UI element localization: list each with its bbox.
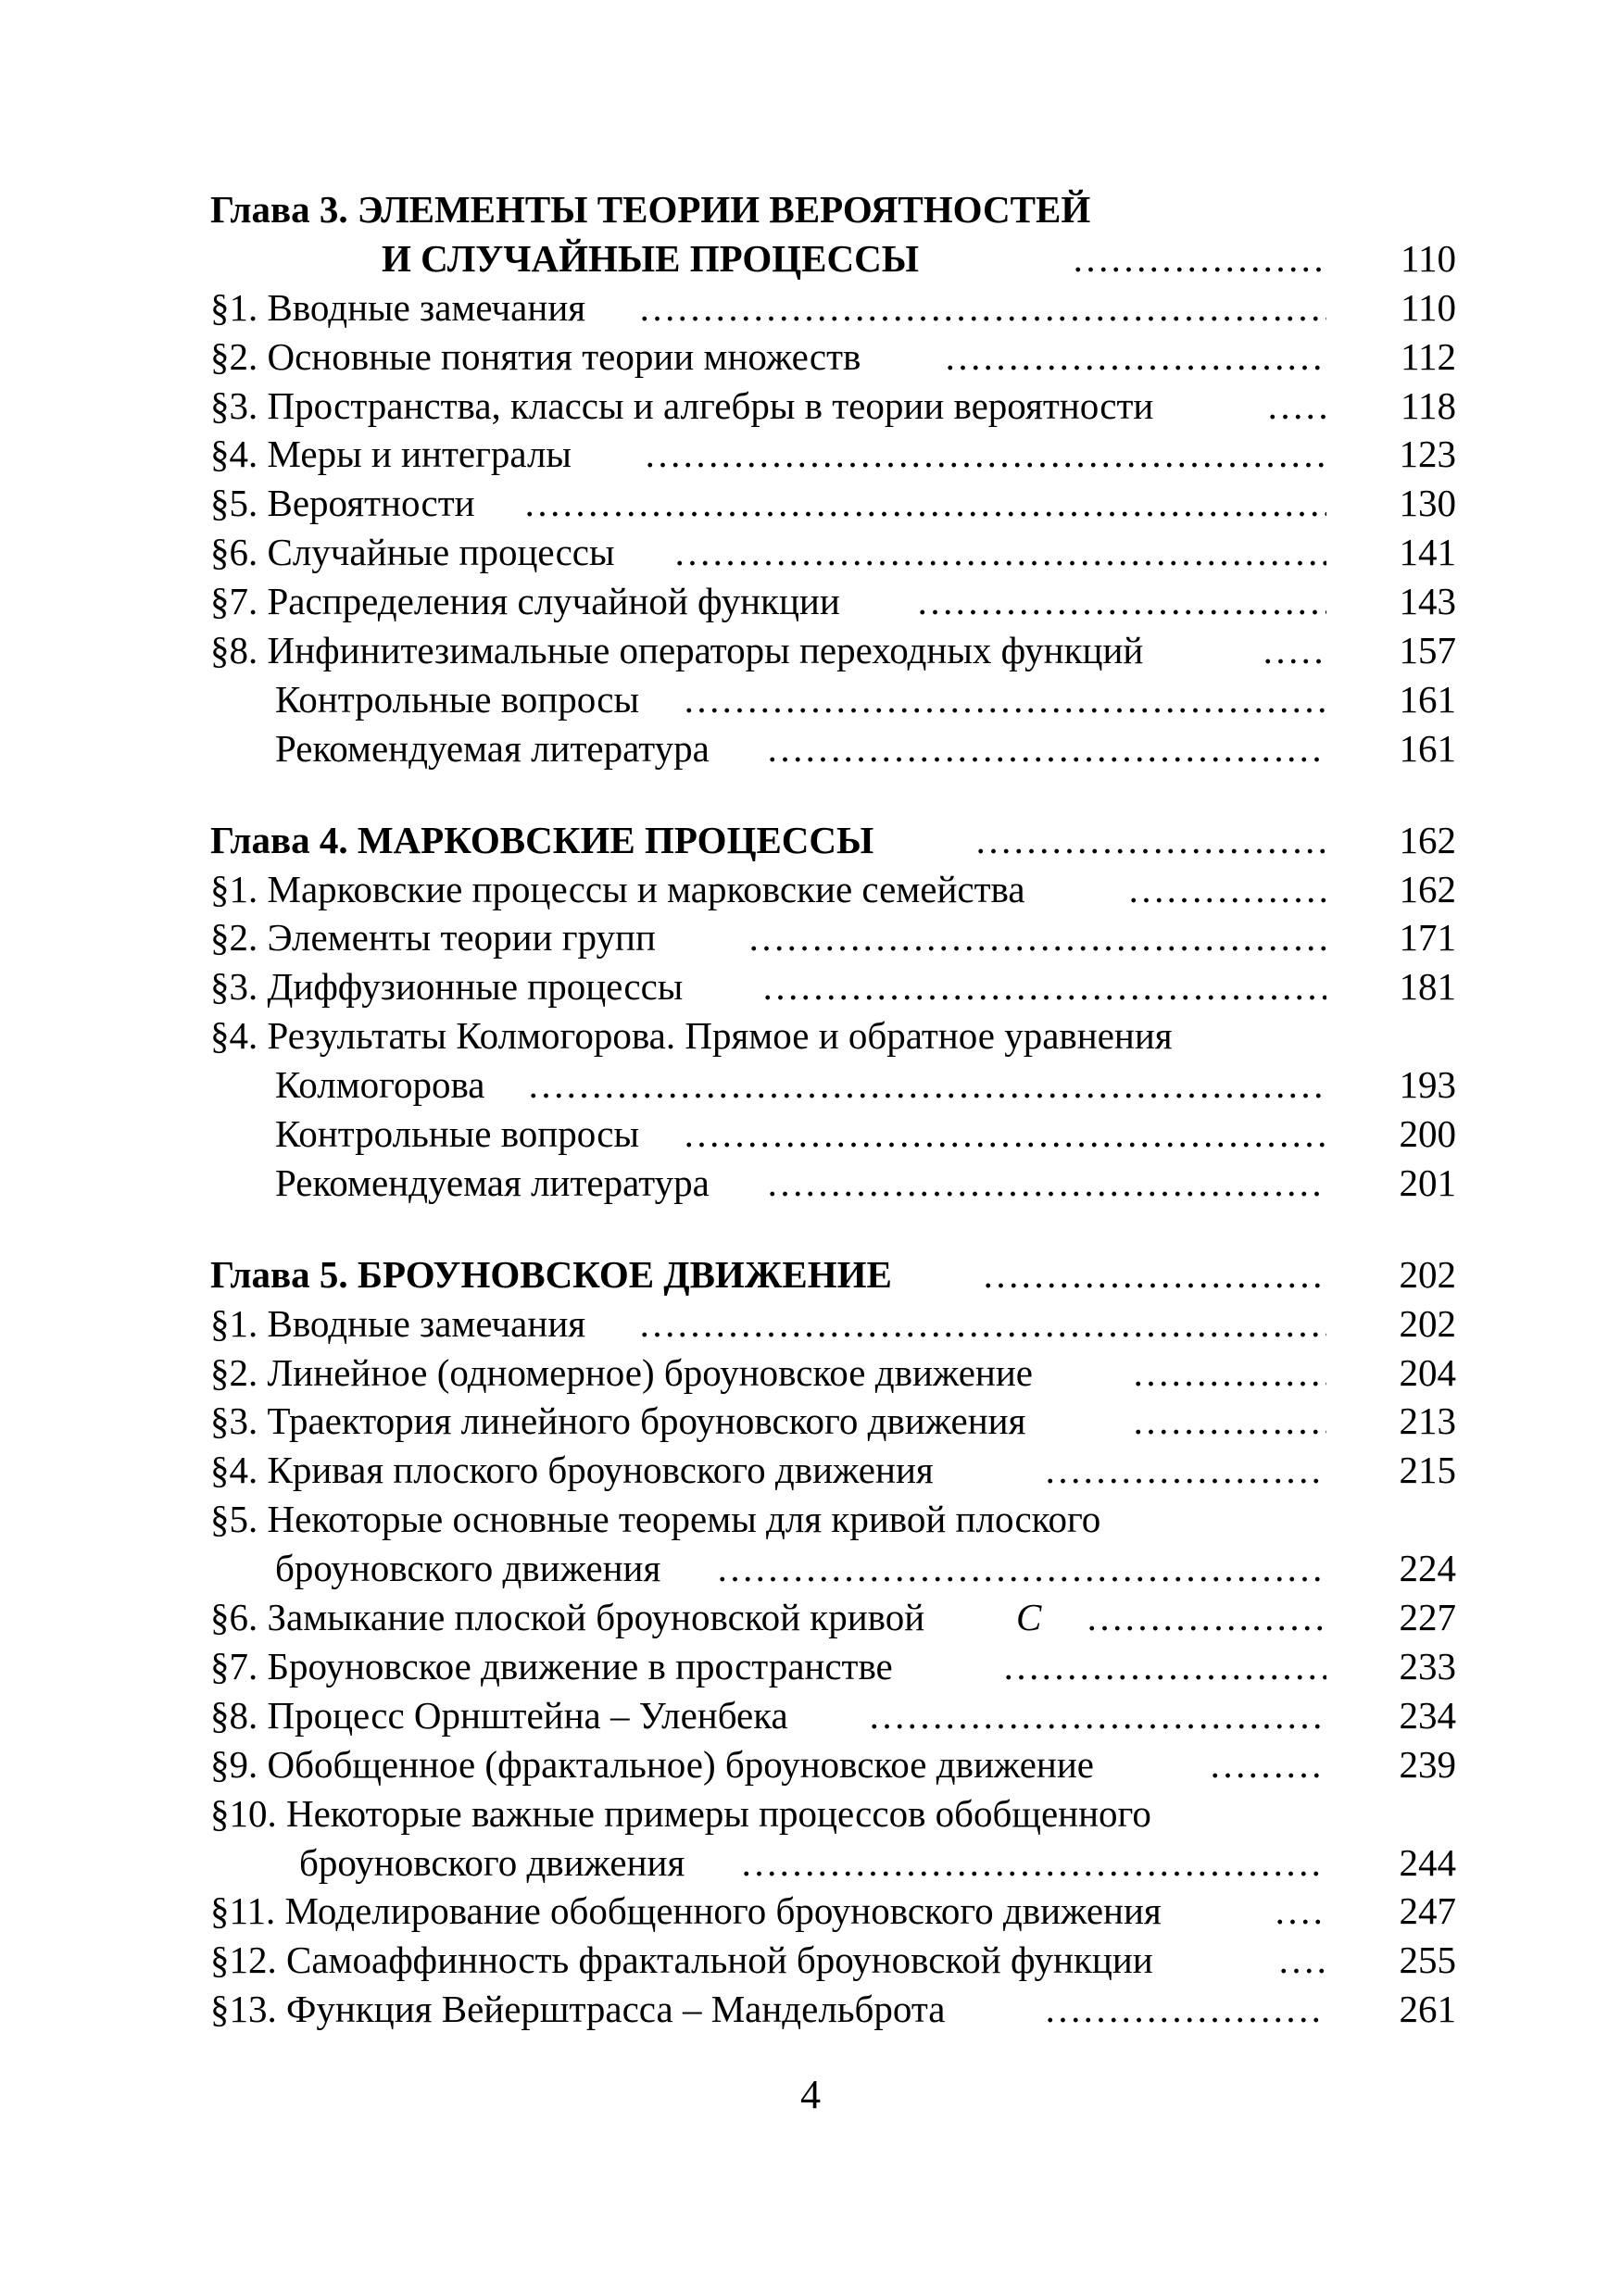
leader-dots bbox=[1086, 1593, 1326, 1642]
page-ref: 162 bbox=[1399, 818, 1456, 861]
leader-dots bbox=[1044, 1985, 1326, 2034]
page-ref: 181 bbox=[1399, 965, 1456, 1009]
toc-entry[interactable] bbox=[210, 332, 1456, 382]
entry-title-cont: броуновского движения bbox=[275, 1547, 661, 1590]
entry-title: §5. Некоторые основные теоремы для кривой плоского bbox=[210, 1498, 1101, 1541]
page-ref: 200 bbox=[1399, 1112, 1456, 1156]
entry-title: §9. Обобщенное (фрактальное) броуновское движение bbox=[210, 1742, 1094, 1786]
curve-symbol: C bbox=[1016, 1596, 1042, 1639]
page-number: 4 bbox=[800, 2072, 821, 2117]
entry-title: §2. Линейное (одномерное) броуновское движение bbox=[210, 1350, 1033, 1394]
leader-dots bbox=[974, 816, 1326, 865]
entry-title: §6. Замыкание плоской броуновской кривой bbox=[210, 1596, 925, 1639]
page-ref: 247 bbox=[1399, 1889, 1456, 1933]
leader-dots bbox=[1277, 1936, 1326, 1985]
entry-title: §1. Марковские процессы и марковские семейства bbox=[210, 867, 1025, 910]
toc-entry[interactable] bbox=[210, 724, 1456, 773]
page-ref: 162 bbox=[1399, 867, 1456, 910]
entry-title-cont: броуновского движения bbox=[299, 1840, 685, 1884]
toc-entry bbox=[210, 1789, 1456, 1838]
toc-entry[interactable] bbox=[210, 283, 1456, 332]
toc-entry[interactable] bbox=[210, 430, 1456, 479]
table-of-contents bbox=[210, 185, 1456, 2034]
page-ref: 110 bbox=[1401, 236, 1456, 280]
leader-dots bbox=[716, 1544, 1326, 1593]
leader-dots bbox=[673, 528, 1326, 577]
entry-title: §6. Случайные процессы bbox=[210, 531, 615, 574]
leader-dots bbox=[1132, 1349, 1326, 1398]
entry-title: §3. Диффузионные процессы bbox=[210, 965, 684, 1009]
page-ref: 261 bbox=[1399, 1988, 1456, 2031]
entry-title: §8. Процесс Орнштейна – Уленбека bbox=[210, 1693, 788, 1737]
toc-entry[interactable] bbox=[210, 1397, 1456, 1446]
page-ref: 171 bbox=[1399, 916, 1456, 960]
entry-title-cont: Колмогорова bbox=[275, 1063, 485, 1107]
entry-title: §5. Вероятности bbox=[210, 482, 475, 525]
toc-entry[interactable] bbox=[210, 1985, 1456, 2034]
toc-entry[interactable] bbox=[210, 913, 1456, 962]
page-ref: 215 bbox=[1399, 1449, 1456, 1492]
toc-entry[interactable] bbox=[210, 1299, 1456, 1349]
entry-title: §11. Моделирование обобщенного броуновского движения bbox=[210, 1889, 1162, 1933]
page-ref: 193 bbox=[1399, 1063, 1456, 1107]
entry-title: §3. Пространства, классы и алгебры в теории вероятности bbox=[210, 383, 1154, 427]
leader-dots bbox=[766, 1159, 1326, 1208]
page-ref: 233 bbox=[1399, 1644, 1456, 1687]
page-ref: 112 bbox=[1401, 334, 1456, 378]
entry-title: §1. Вводные замечания bbox=[210, 285, 586, 329]
entry-title: Рекомендуемая литература bbox=[275, 726, 710, 770]
toc-entry[interactable] bbox=[210, 528, 1456, 577]
entry-title: §4. Результаты Колмогорова. Прямое и обратное уравнения bbox=[210, 1014, 1173, 1058]
toc-entry[interactable] bbox=[210, 1349, 1456, 1398]
page-ref: 201 bbox=[1399, 1161, 1456, 1204]
page-ref: 202 bbox=[1399, 1301, 1456, 1345]
toc-entry[interactable] bbox=[210, 1691, 1456, 1740]
page-ref: 161 bbox=[1399, 677, 1456, 721]
chapter-heading-cont[interactable] bbox=[210, 234, 1456, 283]
entry-title: §2. Элементы теории групп bbox=[210, 916, 656, 960]
entry-title: Контрольные вопросы bbox=[275, 1112, 640, 1156]
leader-dots bbox=[1072, 234, 1326, 283]
leader-dots bbox=[683, 1110, 1326, 1159]
leader-dots bbox=[1274, 1887, 1326, 1936]
toc-entry[interactable] bbox=[210, 1446, 1456, 1495]
toc-entry-cont[interactable] bbox=[210, 1060, 1456, 1110]
page-ref: 130 bbox=[1399, 482, 1456, 525]
toc-entry[interactable] bbox=[210, 865, 1456, 914]
toc-entry bbox=[210, 1495, 1456, 1544]
entry-title: §4. Кривая плоского броуновского движения bbox=[210, 1449, 934, 1492]
leader-dots bbox=[1209, 1740, 1326, 1789]
toc-entry[interactable] bbox=[210, 1887, 1456, 1936]
page-ref: 255 bbox=[1399, 1938, 1456, 1982]
toc-entry[interactable] bbox=[210, 1936, 1456, 1985]
leader-dots bbox=[982, 1250, 1326, 1299]
page-ref: 204 bbox=[1399, 1350, 1456, 1394]
entry-title: §7. Броуновское движение в пространстве bbox=[210, 1644, 893, 1687]
leader-dots bbox=[868, 1691, 1326, 1740]
page-ref: 157 bbox=[1399, 629, 1456, 672]
toc-entry-cont[interactable] bbox=[210, 1544, 1456, 1593]
page-ref: 227 bbox=[1399, 1596, 1456, 1639]
chapter-heading[interactable] bbox=[210, 1250, 1456, 1299]
toc-entry[interactable] bbox=[210, 577, 1456, 626]
toc-entry[interactable] bbox=[210, 1110, 1456, 1159]
leader-dots bbox=[766, 724, 1326, 773]
leader-dots bbox=[916, 577, 1326, 626]
leader-dots bbox=[644, 430, 1326, 479]
chapter-title: Глава 5. БРОУНОВСКОЕ ДВИЖЕНИЕ bbox=[210, 1252, 892, 1296]
chapter-title: Глава 4. МАРКОВСКИЕ ПРОЦЕССЫ bbox=[210, 818, 874, 861]
entry-title: §13. Функция Вейерштрасса – Мандельброта bbox=[210, 1988, 946, 2031]
entry-title: §1. Вводные замечания bbox=[210, 1301, 586, 1345]
leader-dots bbox=[638, 1299, 1326, 1349]
leader-dots bbox=[1266, 382, 1326, 431]
leader-dots bbox=[1002, 1642, 1326, 1691]
chapter-title: Глава 3. ЭЛЕМЕНТЫ ТЕОРИИ ВЕРОЯТНОСТЕЙ bbox=[210, 188, 1091, 231]
chapter-title-cont: И СЛУЧАЙНЫЕ ПРОЦЕССЫ bbox=[382, 236, 920, 280]
leader-dots bbox=[527, 1060, 1326, 1110]
page-ref: 141 bbox=[1399, 531, 1456, 574]
page-ref: 143 bbox=[1399, 580, 1456, 623]
entry-title: §12. Самоаффинность фрактальной броуновской функции bbox=[210, 1938, 1153, 1982]
toc-entry[interactable] bbox=[210, 1642, 1456, 1691]
entry-title: §10. Некоторые важные примеры процессов обобщенного bbox=[210, 1791, 1151, 1835]
page-ref: 202 bbox=[1399, 1252, 1456, 1296]
leader-dots bbox=[523, 479, 1326, 528]
toc-entry-cont[interactable] bbox=[210, 1838, 1456, 1888]
toc-entry[interactable] bbox=[210, 1159, 1456, 1208]
entry-title: Контрольные вопросы bbox=[275, 677, 640, 721]
leader-dots bbox=[740, 1838, 1326, 1888]
leader-dots bbox=[748, 913, 1326, 962]
entry-title: §8. Инфинитезимальные операторы переходных функций bbox=[210, 629, 1144, 672]
page-ref: 110 bbox=[1401, 285, 1456, 329]
leader-dots bbox=[761, 962, 1326, 1011]
entry-title: §3. Траектория линейного броуновского движения bbox=[210, 1399, 1026, 1443]
leader-dots bbox=[1262, 626, 1326, 675]
leader-dots bbox=[1132, 1397, 1326, 1446]
page-ref: 123 bbox=[1399, 433, 1456, 476]
leader-dots bbox=[944, 332, 1326, 382]
leader-dots bbox=[638, 283, 1326, 332]
entry-title: §4. Меры и интегралы bbox=[210, 433, 572, 476]
entry-title: §7. Распределения случайной функции bbox=[210, 580, 840, 623]
page-ref: 161 bbox=[1399, 726, 1456, 770]
toc-entry[interactable] bbox=[210, 626, 1456, 675]
toc-entry[interactable] bbox=[210, 675, 1456, 724]
toc-entry[interactable] bbox=[210, 1740, 1456, 1789]
toc-entry[interactable] bbox=[210, 479, 1456, 528]
toc-entry[interactable] bbox=[210, 962, 1456, 1011]
chapter-heading bbox=[210, 185, 1456, 234]
page-ref: 234 bbox=[1399, 1693, 1456, 1737]
leader-dots bbox=[1127, 865, 1326, 914]
leader-dots bbox=[1044, 1446, 1326, 1495]
entry-title: §2. Основные понятия теории множеств bbox=[210, 334, 861, 378]
page-ref: 239 bbox=[1399, 1742, 1456, 1786]
chapter-heading[interactable] bbox=[210, 816, 1456, 865]
leader-dots bbox=[683, 675, 1326, 724]
page-ref: 213 bbox=[1399, 1399, 1456, 1443]
page-ref: 118 bbox=[1401, 383, 1456, 427]
toc-entry bbox=[210, 1011, 1456, 1060]
entry-title: Рекомендуемая литература bbox=[275, 1161, 710, 1204]
toc-entry[interactable] bbox=[210, 382, 1456, 431]
page-ref: 224 bbox=[1399, 1547, 1456, 1590]
page-ref: 244 bbox=[1399, 1840, 1456, 1884]
toc-entry[interactable] bbox=[210, 1593, 1456, 1642]
